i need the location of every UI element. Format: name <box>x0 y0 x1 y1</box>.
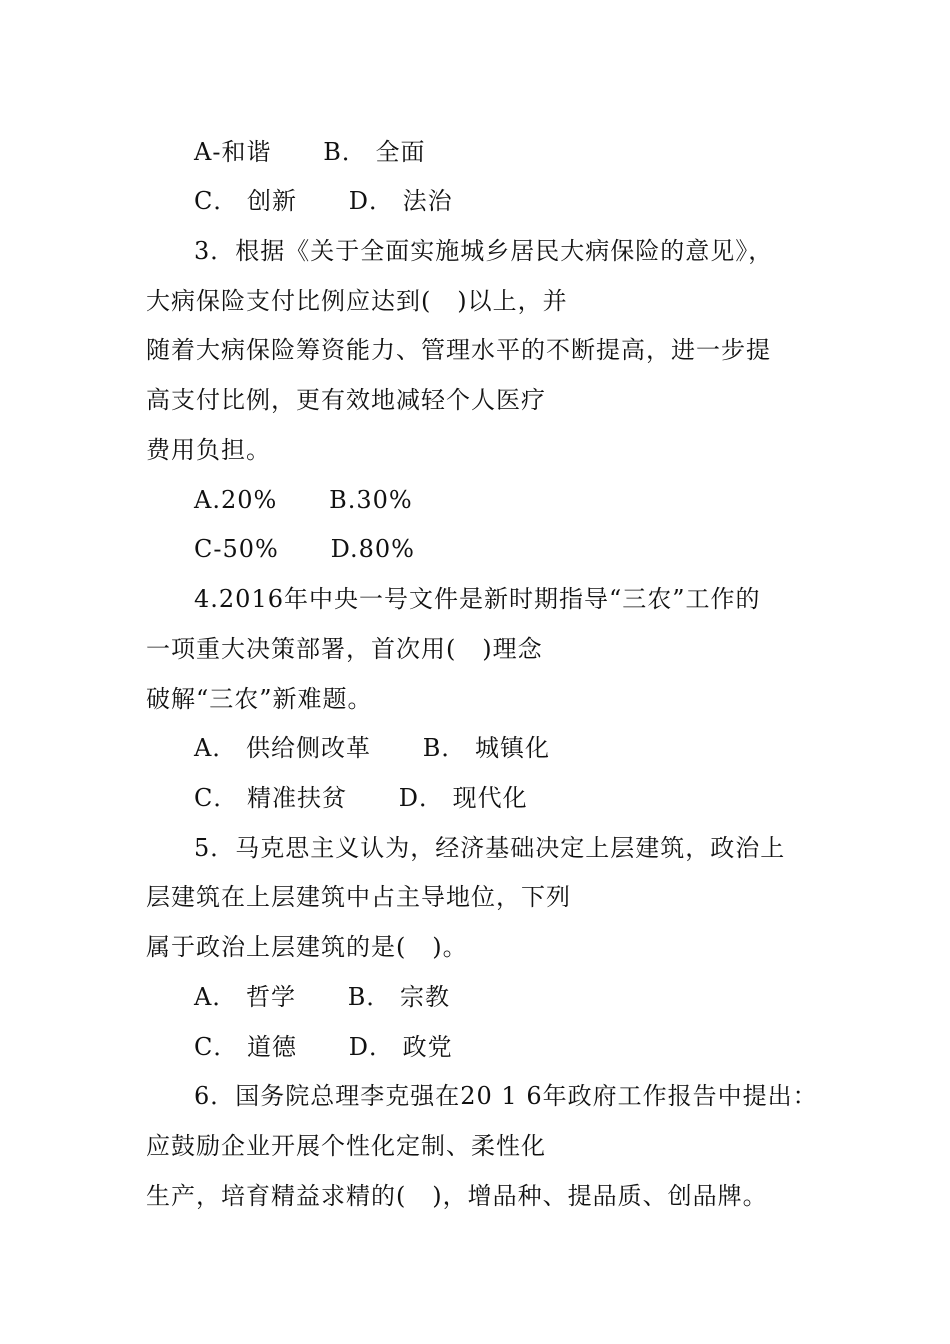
question-5-line: 5．马克思主义认为，经济基础决定上层建筑，政治上 <box>194 834 786 862</box>
question-4-line: 4.2016年中央一号文件是新时期指导“三农”工作的 <box>194 585 761 613</box>
option-line: A-和谐 B． 全面 <box>194 138 426 166</box>
option-line: C． 精准扶贫 D． 现代化 <box>194 784 528 812</box>
question-6-line: 生产，培育精益求精的( )，增品种、提品质、创品牌。 <box>146 1182 768 1210</box>
question-5-line: 层建筑在上层建筑中占主导地位，下列 <box>146 883 571 911</box>
option-line: A.20% B.30% <box>194 486 413 514</box>
question-3-line: 3．根据《关于全面实施城乡居民大病保险的意见》， <box>194 237 774 265</box>
question-6-line: 6．国务院总理李克强在20 1 6年政府工作报告中提出： <box>194 1082 818 1110</box>
option-line: A． 供给侧改革 B． 城镇化 <box>194 734 550 762</box>
question-3-line: 大病保险支付比例应达到( )以上，并 <box>146 287 568 315</box>
question-3-line: 费用负担。 <box>146 436 271 464</box>
question-4-line: 一项重大决策部署，首次用( )理念 <box>146 635 543 663</box>
question-3-line: 随着大病保险筹资能力、管理水平的不断提高，进一步提 <box>146 336 771 364</box>
question-6-line: 应鼓励企业开展个性化定制、柔性化 <box>146 1132 546 1160</box>
option-line: C． 创新 D． 法治 <box>194 187 453 215</box>
question-5-line: 属于政治上层建筑的是( )。 <box>146 933 468 961</box>
option-line: A． 哲学 B． 宗教 <box>194 983 450 1011</box>
option-line: C． 道德 D． 政党 <box>194 1033 453 1061</box>
question-3-line: 高支付比例，更有效地减轻个人医疗 <box>146 386 546 414</box>
option-line: C-50% D.80% <box>194 535 415 563</box>
question-4-line: 破解“三农”新难题。 <box>146 685 373 713</box>
